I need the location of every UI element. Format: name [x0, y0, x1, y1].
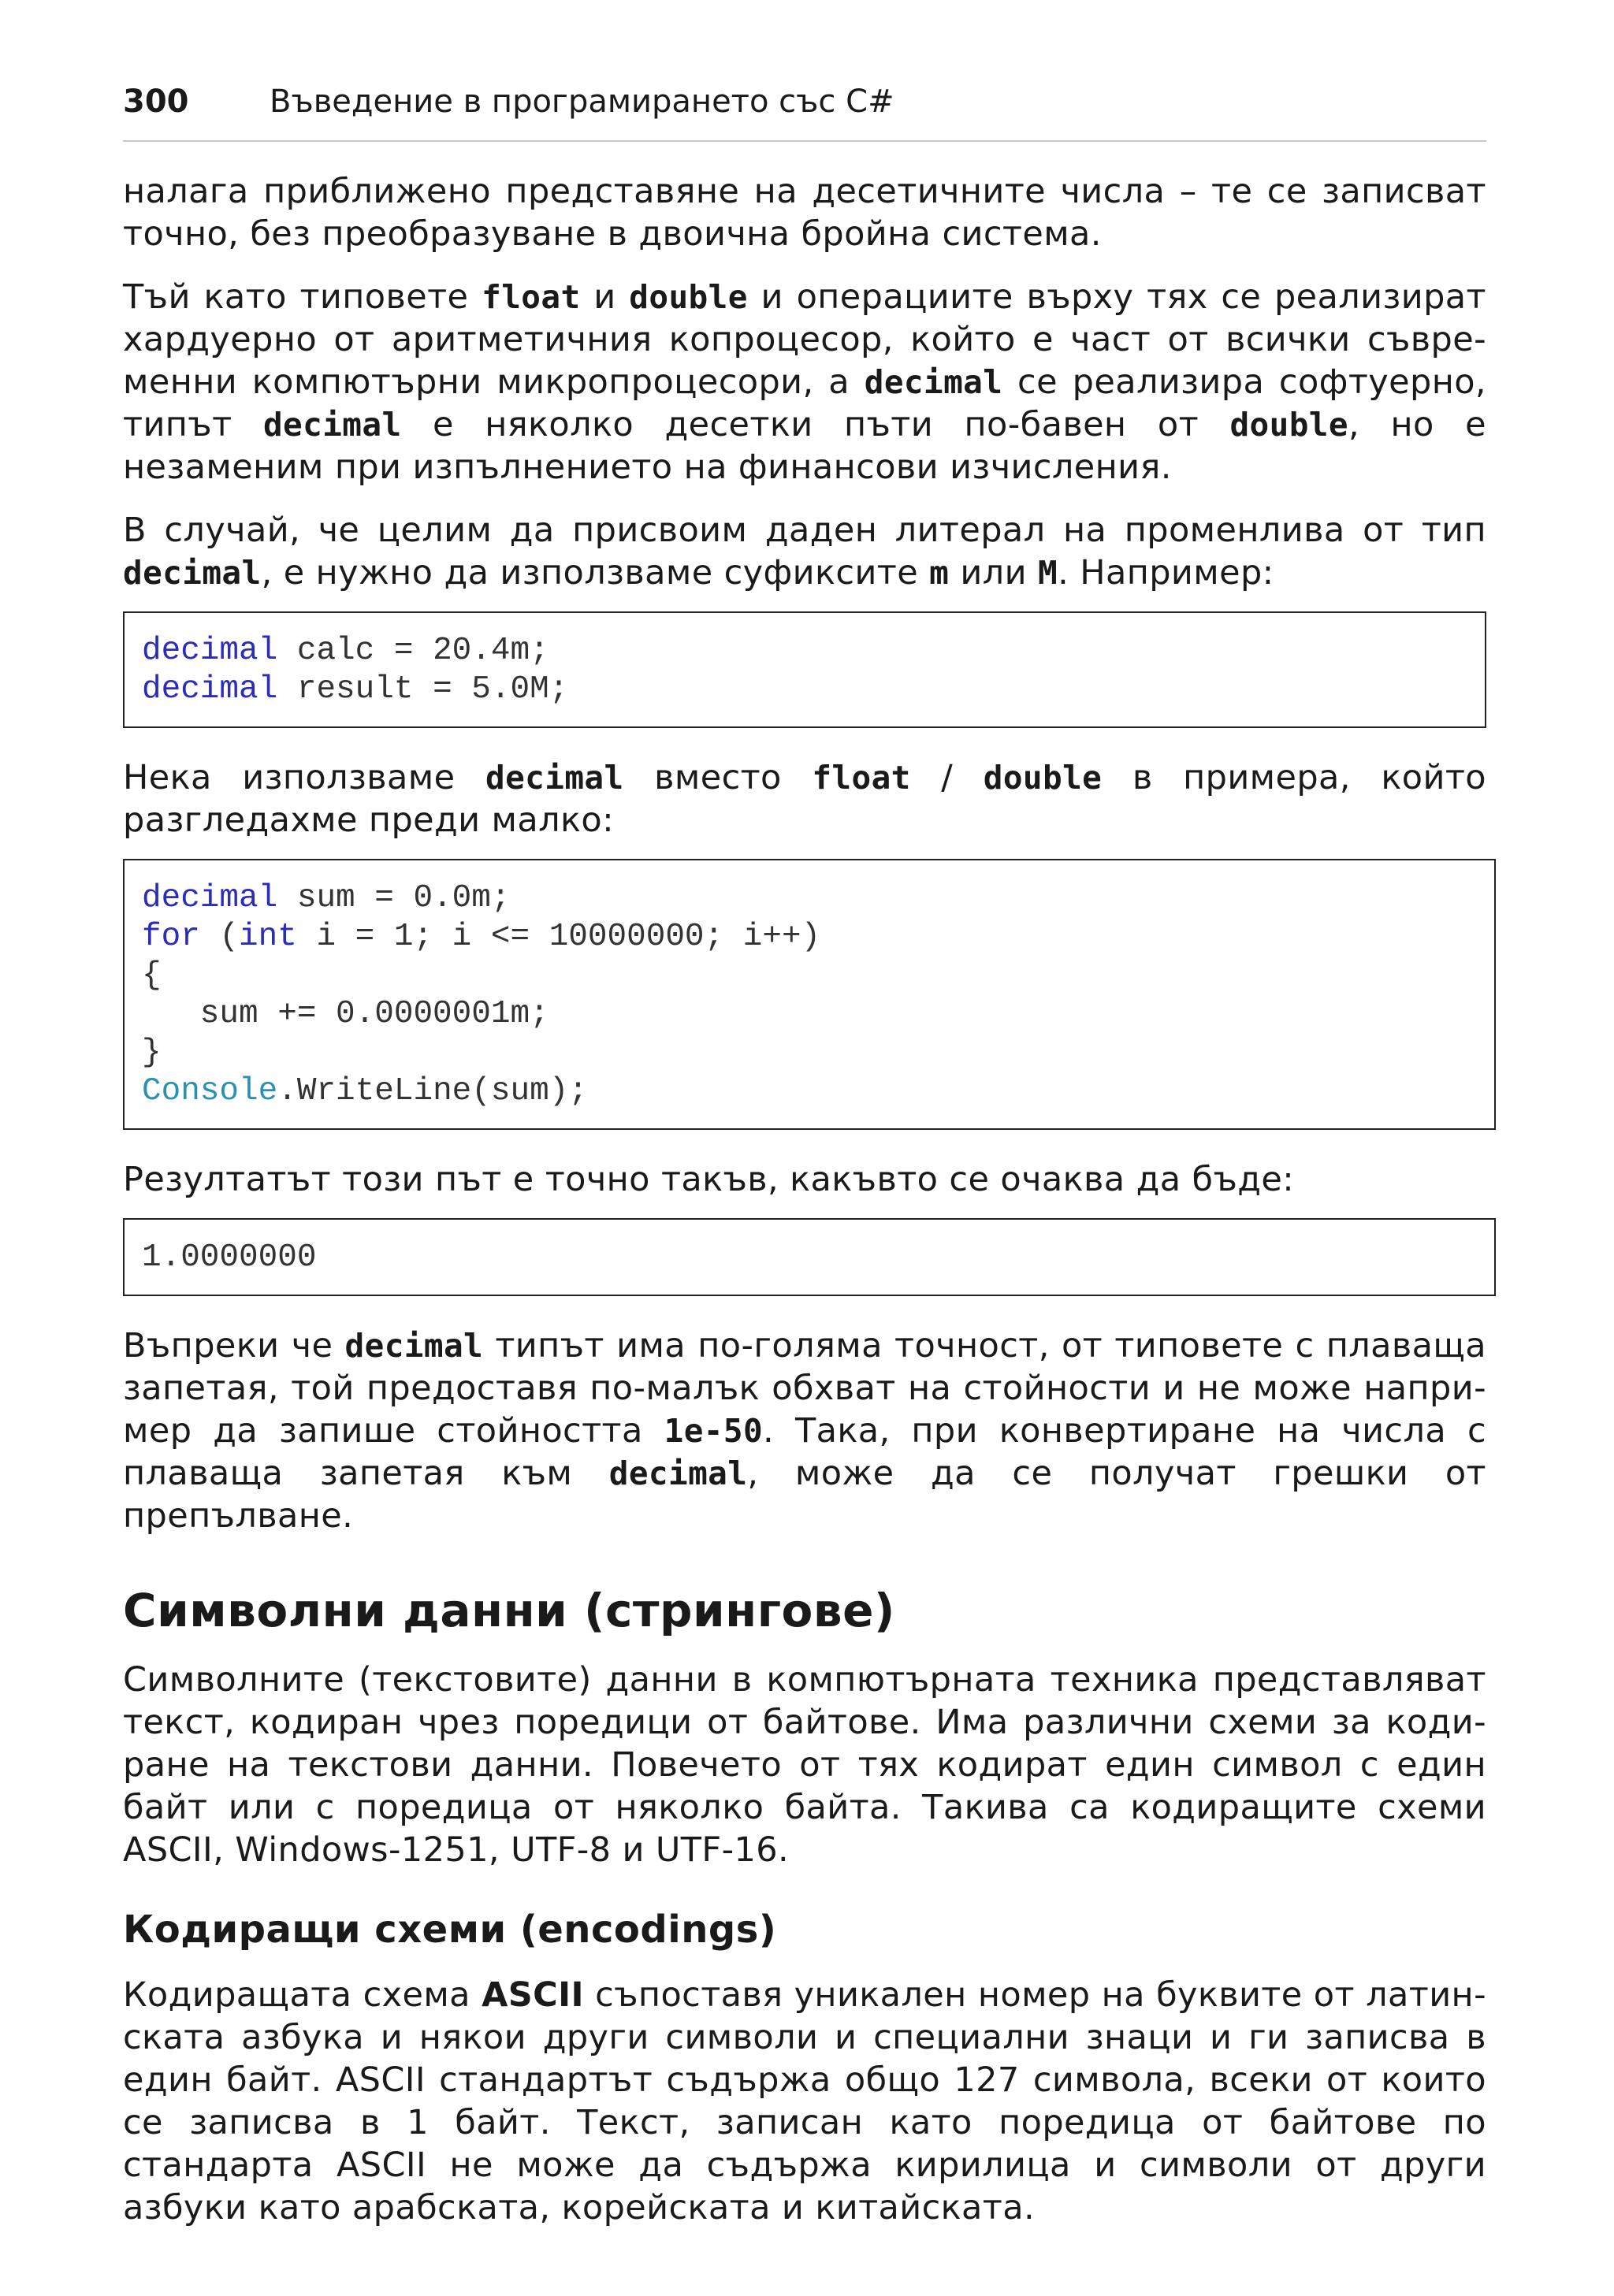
page-number: 300 — [123, 84, 189, 120]
code-block-decimal-literals — [123, 611, 1486, 728]
code-text: .WriteLine(sum); — [277, 1073, 588, 1109]
code-keyword: decimal — [142, 880, 278, 916]
paragraph-text: типът има по-голяма точност, от типовете с плаваща запетая, той предоставя по-малък обхват на стойности и не може напри-мер да запише стойността — [123, 1326, 1486, 1451]
inline-code-float: float — [482, 278, 581, 316]
paragraph-text: се реализира софтуерно, типът — [123, 362, 1486, 444]
paragraph-text: , е нужно да използваме суфиксите — [261, 553, 930, 593]
paragraph-text: Резултатът този път е точно такъв, какъвто се очаква да бъде: — [123, 1160, 1295, 1199]
paragraph-text: . Така, при конвертиране на числа с плаваща запетая към — [123, 1411, 1486, 1493]
inline-code-decimal: decimal — [262, 406, 402, 444]
paragraph-text: е няколко десетки пъти по-бавен от — [401, 405, 1230, 444]
code-text: result = 5.0M; — [277, 671, 569, 708]
inline-code-1e-50: 1e-50 — [664, 1412, 764, 1450]
inline-code-decimal: decimal — [123, 554, 262, 592]
inline-code-double: double — [629, 278, 748, 316]
code-text: } — [142, 1035, 162, 1071]
inline-code-decimal: decimal — [485, 759, 624, 797]
paragraph-text: налага приближено представяне на десетичните числа – те се записват точно, без преобразуване в двоична бройна система. — [123, 172, 1486, 254]
paragraph-text: и — [580, 277, 630, 317]
inline-code-decimal: decimal — [864, 363, 1003, 401]
subsection-heading: Кодиращи схеми (encodings) — [123, 1908, 777, 1952]
section-heading: Символни данни (стрингове) — [123, 1584, 895, 1637]
paragraph-text: , но е незаменим при изпълнението на финансови изчисления. — [123, 405, 1486, 487]
paragraph-decimal-suffixes — [123, 509, 1486, 594]
inline-code-M: M — [1037, 554, 1058, 592]
code-keyword: decimal — [142, 671, 278, 708]
code-line — [142, 671, 1469, 709]
inline-code-double: double — [1229, 406, 1348, 444]
inline-code-float: float — [812, 759, 911, 797]
code-text: { — [142, 957, 162, 994]
code-block-decimal-sum-loop — [123, 859, 1496, 1130]
inline-code-m: m — [929, 554, 950, 592]
paragraph-decimal-range — [123, 1324, 1486, 1537]
page-content — [123, 170, 1486, 2250]
paragraph-text: съпоставя уникален номер на буквите от латин-ската азбука и някои други символи и специални знаци и ги записва в един байт. ASCII стандартът съдържа общо 127 символа, всеки от които се записва в 1 байт. Текст, записан като поредица от байтове по стандарта ASCII не може да съдържа кирилица и символи от други азбуки като арабската, корейската и китайската. — [123, 1975, 1486, 2227]
paragraph-text: Нека използваме — [123, 758, 485, 797]
code-text: ( — [199, 919, 240, 955]
paragraph-text: и операциите върху тях се реализират хардуерно от аритметичния копроцесор, който е част от всички съвре-менни компютърни микропроцесори, а — [123, 277, 1486, 402]
code-block-output — [123, 1218, 1496, 1296]
code-text: sum = 0.0m; — [277, 880, 511, 916]
inline-code-double: double — [983, 759, 1103, 797]
code-text: i = 1; i <= 10000000; i++) — [296, 919, 821, 955]
paragraph-text: или — [949, 553, 1038, 593]
code-keyword: decimal — [142, 633, 278, 669]
paragraph-text: , може да се получат грешки от препълване. — [123, 1454, 1487, 1536]
paragraph-text: Символните (текстовите) данни в компютърната техника представляват текст, кодиран чрез поредици от байтове. Има различни схеми за коди-ране на текстови данни. Повечето от тях кодират един символ с един байт или с поредица от няколко байта. Такива са кодиращите схеми ASCII, Windows-1251, UTF-8 и UTF-16. — [123, 1660, 1486, 1870]
paragraph-text: Тъй като типовете — [123, 277, 482, 317]
code-line — [142, 995, 1478, 1034]
paragraph-character-data — [123, 1659, 1486, 1871]
book-title: Въведение в програмирането със C# — [270, 84, 894, 120]
code-output: 1.0000000 — [142, 1239, 317, 1276]
paragraph-result-intro — [123, 1158, 1486, 1201]
code-line — [142, 1034, 1478, 1072]
paragraph-text: в примера, който разгледахме преди малко: — [123, 758, 1487, 840]
paragraph-text: Кодиращата схема — [123, 1975, 482, 2015]
code-line — [142, 1072, 1478, 1111]
code-text: sum += 0.0000001m; — [142, 996, 549, 1032]
inline-code-decimal: decimal — [608, 1455, 748, 1492]
paragraph-text: В случай, че целим да присвоим даден литерал на променлива от тип — [123, 511, 1486, 550]
paragraph-float-double-performance — [123, 276, 1486, 489]
paragraph-ascii — [123, 1974, 1486, 2229]
inline-code-decimal: decimal — [344, 1327, 484, 1365]
page-header — [123, 79, 1486, 142]
code-line — [142, 957, 1478, 995]
code-line — [142, 632, 1469, 671]
paragraph-use-decimal — [123, 756, 1486, 841]
paragraph-decimal-precision — [123, 170, 1486, 255]
code-keyword: for — [142, 919, 200, 955]
paragraph-text: / — [910, 758, 984, 797]
code-type: Console — [142, 1073, 278, 1109]
paragraph-text: вместо — [623, 758, 813, 797]
code-line — [142, 879, 1478, 918]
bold-term-ascii: ASCII — [482, 1975, 584, 2015]
code-line — [142, 918, 1478, 957]
paragraph-text: Въпреки че — [123, 1326, 345, 1365]
code-keyword: int — [239, 919, 297, 955]
paragraph-text: . Например: — [1058, 553, 1274, 593]
code-line — [142, 1239, 1478, 1277]
code-text: calc = 20.4m; — [277, 633, 549, 669]
